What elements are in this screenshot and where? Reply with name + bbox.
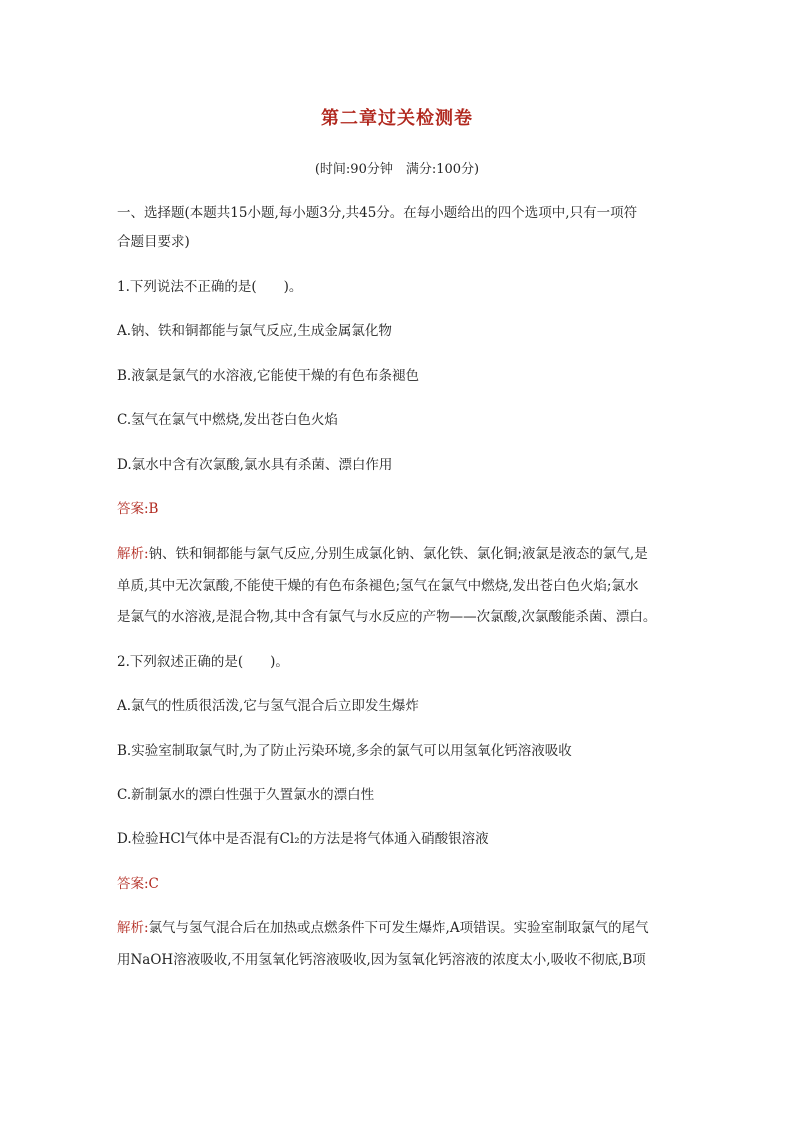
section-heading-line2: 合题目要求) xyxy=(117,234,190,250)
question-2-answer: 答案:C xyxy=(117,876,159,892)
exam-info: (时间:90分钟 满分:100分) xyxy=(314,162,480,177)
question-1-analysis-line3: 是氯气的水溶液,是混合物,其中含有氯气与水反应的产物——次氯酸,次氯酸能杀菌、漂白。 xyxy=(117,609,657,625)
question-2-option-c: C.新制氯水的漂白性强于久置氯水的漂白性 xyxy=(117,787,375,803)
question-1-analysis-line2: 单质,其中无次氯酸,不能使干燥的有色布条褪色;氢气在氯气中燃烧,发出苍白色火焰;氯水 xyxy=(117,578,639,594)
question-1-answer: 答案:B xyxy=(117,501,159,517)
question-2-option-d: D.检验HCl气体中是否混有Cl₂的方法是将气体通入硝酸银溶液 xyxy=(117,831,489,847)
question-1-analysis-line1 xyxy=(117,543,685,565)
question-1-option-b: B.液氯是氯气的水溶液,它能使干燥的有色布条褪色 xyxy=(117,368,420,384)
question-1-stem: 1.下列说法不正确的是( )。 xyxy=(117,279,303,295)
page-title: 第二章过关检测卷 xyxy=(321,108,473,129)
question-1-option-a: A.钠、铁和铜都能与氯气反应,生成金属氯化物 xyxy=(117,323,392,339)
section-heading-line1: 一、选择题(本题共15小题,每小题3分,共45分。在每小题给出的四个选项中,只有一项符 xyxy=(117,205,638,221)
analysis-label: 解析: xyxy=(117,920,149,936)
question-2-stem: 2.下列叙述正确的是( )。 xyxy=(117,654,289,670)
question-2-option-b: B.实验室制取氯气时,为了防止污染环境,多余的氯气可以用氢氧化钙溶液吸收 xyxy=(117,743,572,759)
question-2-option-a: A.氯气的性质很活泼,它与氢气混合后立即发生爆炸 xyxy=(117,698,419,714)
analysis-text: 氯气与氢气混合后在加热或点燃条件下可发生爆炸,A项错误。实验室制取氯气的尾气 xyxy=(148,920,649,936)
question-1-option-c: C.氢气在氯气中燃烧,发出苍白色火焰 xyxy=(117,412,338,428)
question-1-option-d: D.氯水中含有次氯酸,氯水具有杀菌、漂白作用 xyxy=(117,457,393,473)
analysis-label: 解析: xyxy=(117,546,149,562)
question-2-analysis-line2: 用NaOH溶液吸收,不用氢氧化钙溶液吸收,因为氢氧化钙溶液的浓度太小,吸收不彻底,B项 xyxy=(117,952,646,968)
analysis-text: 钠、铁和铜都能与氯气反应,分别生成氯化钠、氯化铁、氯化铜;液氯是液态的氯气,是 xyxy=(148,546,648,562)
question-2-analysis-line1 xyxy=(117,917,685,939)
